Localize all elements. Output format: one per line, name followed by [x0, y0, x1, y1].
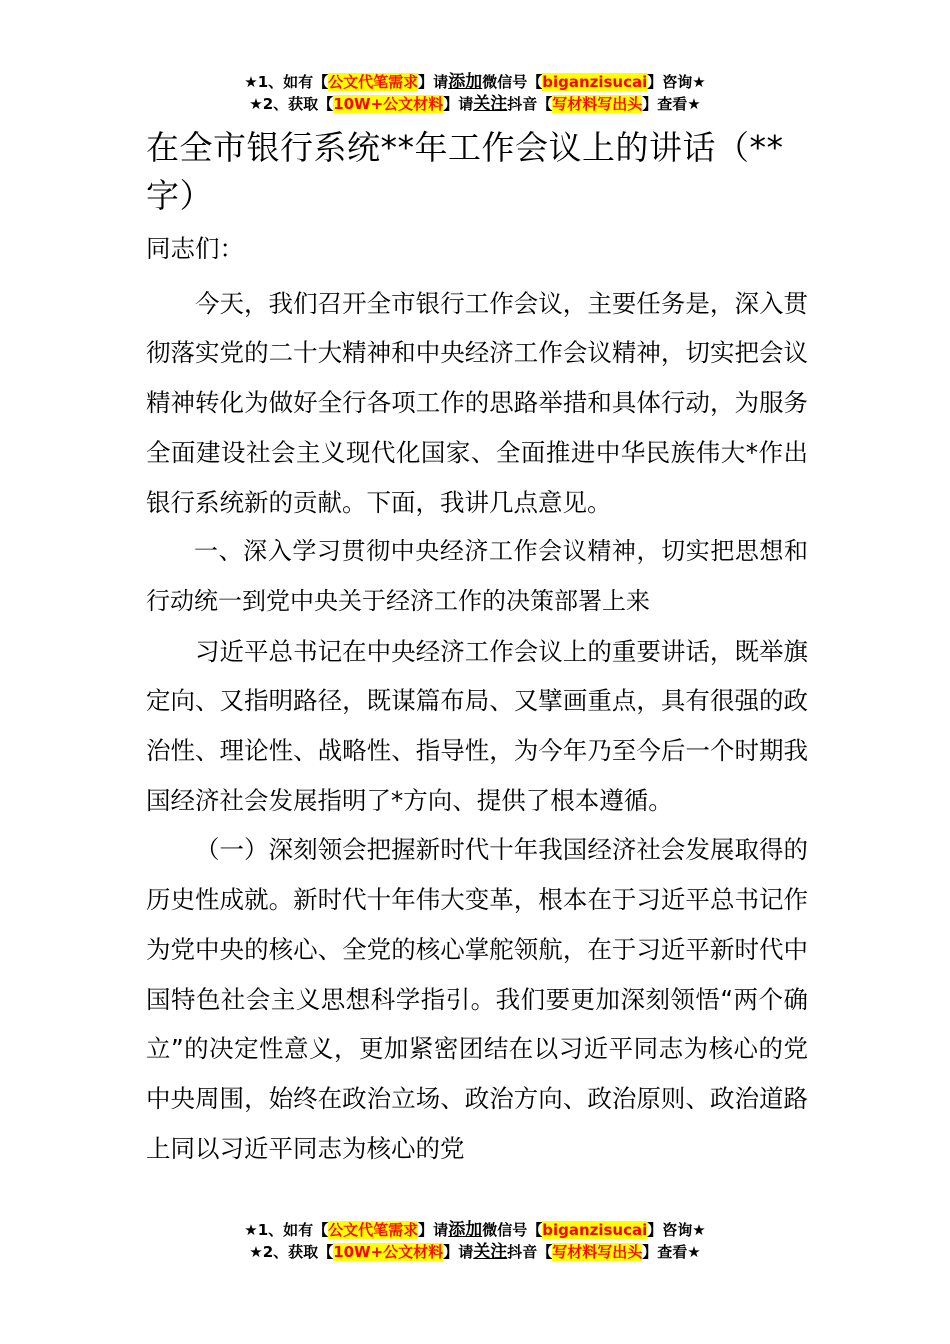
highlight-materials: 10W+公文材料 — [333, 95, 444, 113]
highlight-service: 公文代笔需求 — [328, 1221, 419, 1239]
paragraph-intro: 今天，我们召开全市银行工作会议，主要任务是，深入贯彻落实党的二十大精神和中央经济工作会议精神，切实把会议精神转化为做好全行各项工作的思路举措和具体行动，为服务全面建设社会主义现代化国家、全面推进中华民族伟大*作出银行系统新的贡献。下面，我讲几点意见。 — [146, 288, 808, 517]
highlight-douyin: 写材料写出头 — [552, 95, 643, 113]
paragraph-speech: 习近平总书记在中央经济工作会议上的重要讲话，既举旗定向、又指明路径，既谋篇布局、又擘画重点，具有很强的政治性、理论性、战略性、指导性，为今年乃至今后一个时期我国经济社会发展指明了*方向、提供了根本遵循。 — [146, 636, 808, 815]
document-title: 在全市银行系统**年工作会议上的讲话（**字） — [146, 128, 784, 215]
section-heading-1: 一、深入学习贯彻中央经济工作会议精神，切实把思想和行动统一到党中央关于经济工作的决策部署上来 — [146, 537, 808, 615]
highlight-wechat-id: biganzisucai — [542, 1221, 648, 1239]
highlight-douyin: 写材料写出头 — [552, 1243, 643, 1261]
banner-line-1: ★1、如有【公文代笔需求】请添加微信号【biganzisucai】咨询★ — [244, 1220, 706, 1240]
highlight-materials: 10W+公文材料 — [333, 1243, 444, 1261]
highlight-wechat-id: biganzisucai — [542, 73, 648, 91]
banner-line-1: ★1、如有【公文代笔需求】请添加微信号【biganzisucai】咨询★ — [244, 72, 706, 92]
top-banner — [0, 71, 950, 115]
greeting: 同志们： — [146, 234, 244, 263]
banner-line-2: ★2、获取【10W+公文材料】请关注抖音【写材料写出头】查看★ — [249, 1242, 701, 1262]
document-body — [146, 124, 808, 1173]
bottom-banner — [0, 1219, 950, 1263]
banner-line-2: ★2、获取【10W+公文材料】请关注抖音【写材料写出头】查看★ — [249, 94, 701, 114]
paragraph-subsection-1: （一）深刻领会把握新时代十年我国经济社会发展取得的历史性成就。新时代十年伟大变革，根本在于习近平总书记作为党中央的核心、全党的核心掌舵领航，在于习近平新时代中国特色社会主义思想科学指引。我们要更加深刻领悟“两个确立”的决定性意义，更加紧密团结在以习近平同志为核心的党中央周围，始终在政治立场、政治方向、政治原则、政治道路上同以习近平同志为核心的党 — [146, 835, 808, 1163]
highlight-service: 公文代笔需求 — [328, 73, 419, 91]
